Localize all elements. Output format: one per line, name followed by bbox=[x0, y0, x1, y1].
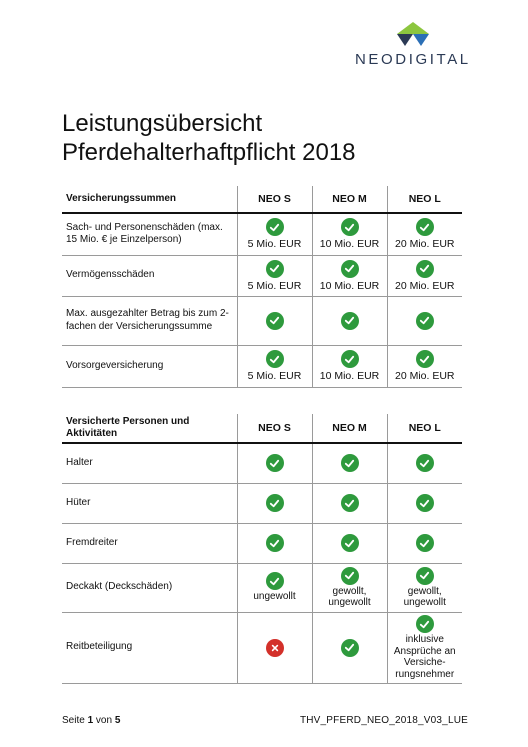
table-cell bbox=[237, 213, 312, 255]
check-icon bbox=[341, 350, 359, 368]
page-number bbox=[62, 715, 120, 726]
check-icon bbox=[341, 218, 359, 236]
table-header-row bbox=[62, 414, 462, 443]
column-header-neo-l: NEO L bbox=[387, 414, 462, 443]
insured-persons-table bbox=[62, 414, 462, 684]
table-header-row bbox=[62, 186, 462, 213]
cell-value: 5 Mio. EUR bbox=[247, 238, 302, 251]
check-icon bbox=[416, 534, 434, 552]
table-cell bbox=[237, 296, 312, 345]
check-icon bbox=[341, 567, 359, 585]
page-title bbox=[62, 109, 356, 167]
table-cell bbox=[387, 345, 462, 387]
page-mid: von bbox=[93, 715, 115, 726]
check-icon bbox=[416, 567, 434, 585]
check-icon bbox=[416, 615, 434, 633]
check-icon bbox=[416, 454, 434, 472]
table-cell bbox=[312, 443, 387, 483]
row-label: Max. ausgezahlter Betrag bis zum 2-fachen der Versicherungssumme bbox=[62, 296, 237, 345]
check-icon bbox=[266, 260, 284, 278]
page-prefix: Seite bbox=[62, 715, 88, 726]
table-row bbox=[62, 523, 462, 563]
table-row bbox=[62, 443, 462, 483]
insurance-sums-table bbox=[62, 186, 462, 388]
table-cell bbox=[387, 443, 462, 483]
check-icon bbox=[416, 350, 434, 368]
document-code: THV_PFERD_NEO_2018_V03_LUE bbox=[299, 715, 468, 726]
table-cell bbox=[312, 296, 387, 345]
table-cell bbox=[237, 345, 312, 387]
page-total: 5 bbox=[114, 715, 121, 726]
table-cell bbox=[387, 612, 462, 683]
table-cell bbox=[312, 255, 387, 296]
column-header-neo-m: NEO M bbox=[312, 414, 387, 443]
table-row bbox=[62, 345, 462, 387]
check-icon bbox=[341, 312, 359, 330]
table-row bbox=[62, 213, 462, 255]
check-icon bbox=[416, 260, 434, 278]
table-cell bbox=[387, 523, 462, 563]
table-cell bbox=[312, 345, 387, 387]
table-cell bbox=[237, 255, 312, 296]
column-header-neo-s: NEO S bbox=[237, 186, 312, 213]
check-icon bbox=[341, 494, 359, 512]
cell-note: inklusive Ansprüche an Versiche- rungsnehmer bbox=[393, 634, 456, 680]
cell-value: 20 Mio. EUR bbox=[394, 279, 455, 292]
row-label: Deckakt (Deckschäden) bbox=[62, 563, 237, 612]
table-cell bbox=[312, 483, 387, 523]
row-label: Vermögensschäden bbox=[62, 255, 237, 296]
table-cell bbox=[387, 563, 462, 612]
table-cell bbox=[237, 612, 312, 683]
table-row bbox=[62, 483, 462, 523]
check-icon bbox=[341, 260, 359, 278]
cell-value: 5 Mio. EUR bbox=[247, 279, 302, 292]
table-row bbox=[62, 296, 462, 345]
column-header-category: Versicherte Personen und Aktivitäten bbox=[62, 414, 237, 443]
check-icon bbox=[341, 454, 359, 472]
brand-name: NEODIGITAL bbox=[355, 51, 471, 68]
check-icon bbox=[266, 572, 284, 590]
check-icon bbox=[341, 639, 359, 657]
neodigital-logo bbox=[355, 22, 470, 70]
title-line-1: Leistungsübersicht bbox=[62, 110, 263, 137]
table-cell bbox=[312, 563, 387, 612]
table-row bbox=[62, 255, 462, 296]
column-header-category: Versicherungssummen bbox=[62, 186, 237, 213]
table-cell bbox=[312, 523, 387, 563]
table-row bbox=[62, 612, 462, 683]
table-cell bbox=[387, 296, 462, 345]
table-cell bbox=[237, 523, 312, 563]
table-cell bbox=[312, 612, 387, 683]
row-label: Sach- und Personenschäden (max. 15 Mio. € je Einzelperson) bbox=[62, 213, 237, 255]
check-icon bbox=[266, 534, 284, 552]
table-cell bbox=[237, 563, 312, 612]
table-cell bbox=[387, 255, 462, 296]
table-row bbox=[62, 563, 462, 612]
cross-icon bbox=[266, 639, 284, 657]
row-label: Vorsorgeversicherung bbox=[62, 345, 237, 387]
column-header-neo-m: NEO M bbox=[312, 186, 387, 213]
logo-mark-icon bbox=[395, 22, 431, 48]
row-label: Halter bbox=[62, 443, 237, 483]
table-cell bbox=[387, 213, 462, 255]
column-header-neo-s: NEO S bbox=[237, 414, 312, 443]
row-label: Hüter bbox=[62, 483, 237, 523]
table-cell bbox=[387, 483, 462, 523]
check-icon bbox=[416, 312, 434, 330]
cell-value: 10 Mio. EUR bbox=[319, 279, 380, 292]
row-label: Fremdreiter bbox=[62, 523, 237, 563]
check-icon bbox=[266, 218, 284, 236]
cell-value: 5 Mio. EUR bbox=[247, 370, 302, 382]
table-cell bbox=[237, 443, 312, 483]
check-icon bbox=[266, 350, 284, 368]
table-cell bbox=[312, 213, 387, 255]
title-line-2: Pferdehalterhaftpflicht 2018 bbox=[62, 139, 356, 166]
cell-value: 10 Mio. EUR bbox=[319, 370, 380, 382]
column-header-neo-l: NEO L bbox=[387, 186, 462, 213]
table-cell bbox=[237, 483, 312, 523]
row-label: Reitbeteiligung bbox=[62, 612, 237, 683]
cell-note: gewollt, ungewollt bbox=[328, 585, 371, 608]
cell-value: 20 Mio. EUR bbox=[394, 370, 455, 382]
check-icon bbox=[266, 454, 284, 472]
cell-note: ungewollt bbox=[253, 591, 296, 603]
cell-note: gewollt, ungewollt bbox=[403, 585, 446, 608]
check-icon bbox=[416, 494, 434, 512]
check-icon bbox=[266, 312, 284, 330]
check-icon bbox=[341, 534, 359, 552]
check-icon bbox=[266, 494, 284, 512]
page-current: 1 bbox=[87, 715, 94, 726]
cell-value: 10 Mio. EUR bbox=[319, 238, 380, 251]
check-icon bbox=[416, 218, 434, 236]
cell-value: 20 Mio. EUR bbox=[394, 238, 455, 251]
